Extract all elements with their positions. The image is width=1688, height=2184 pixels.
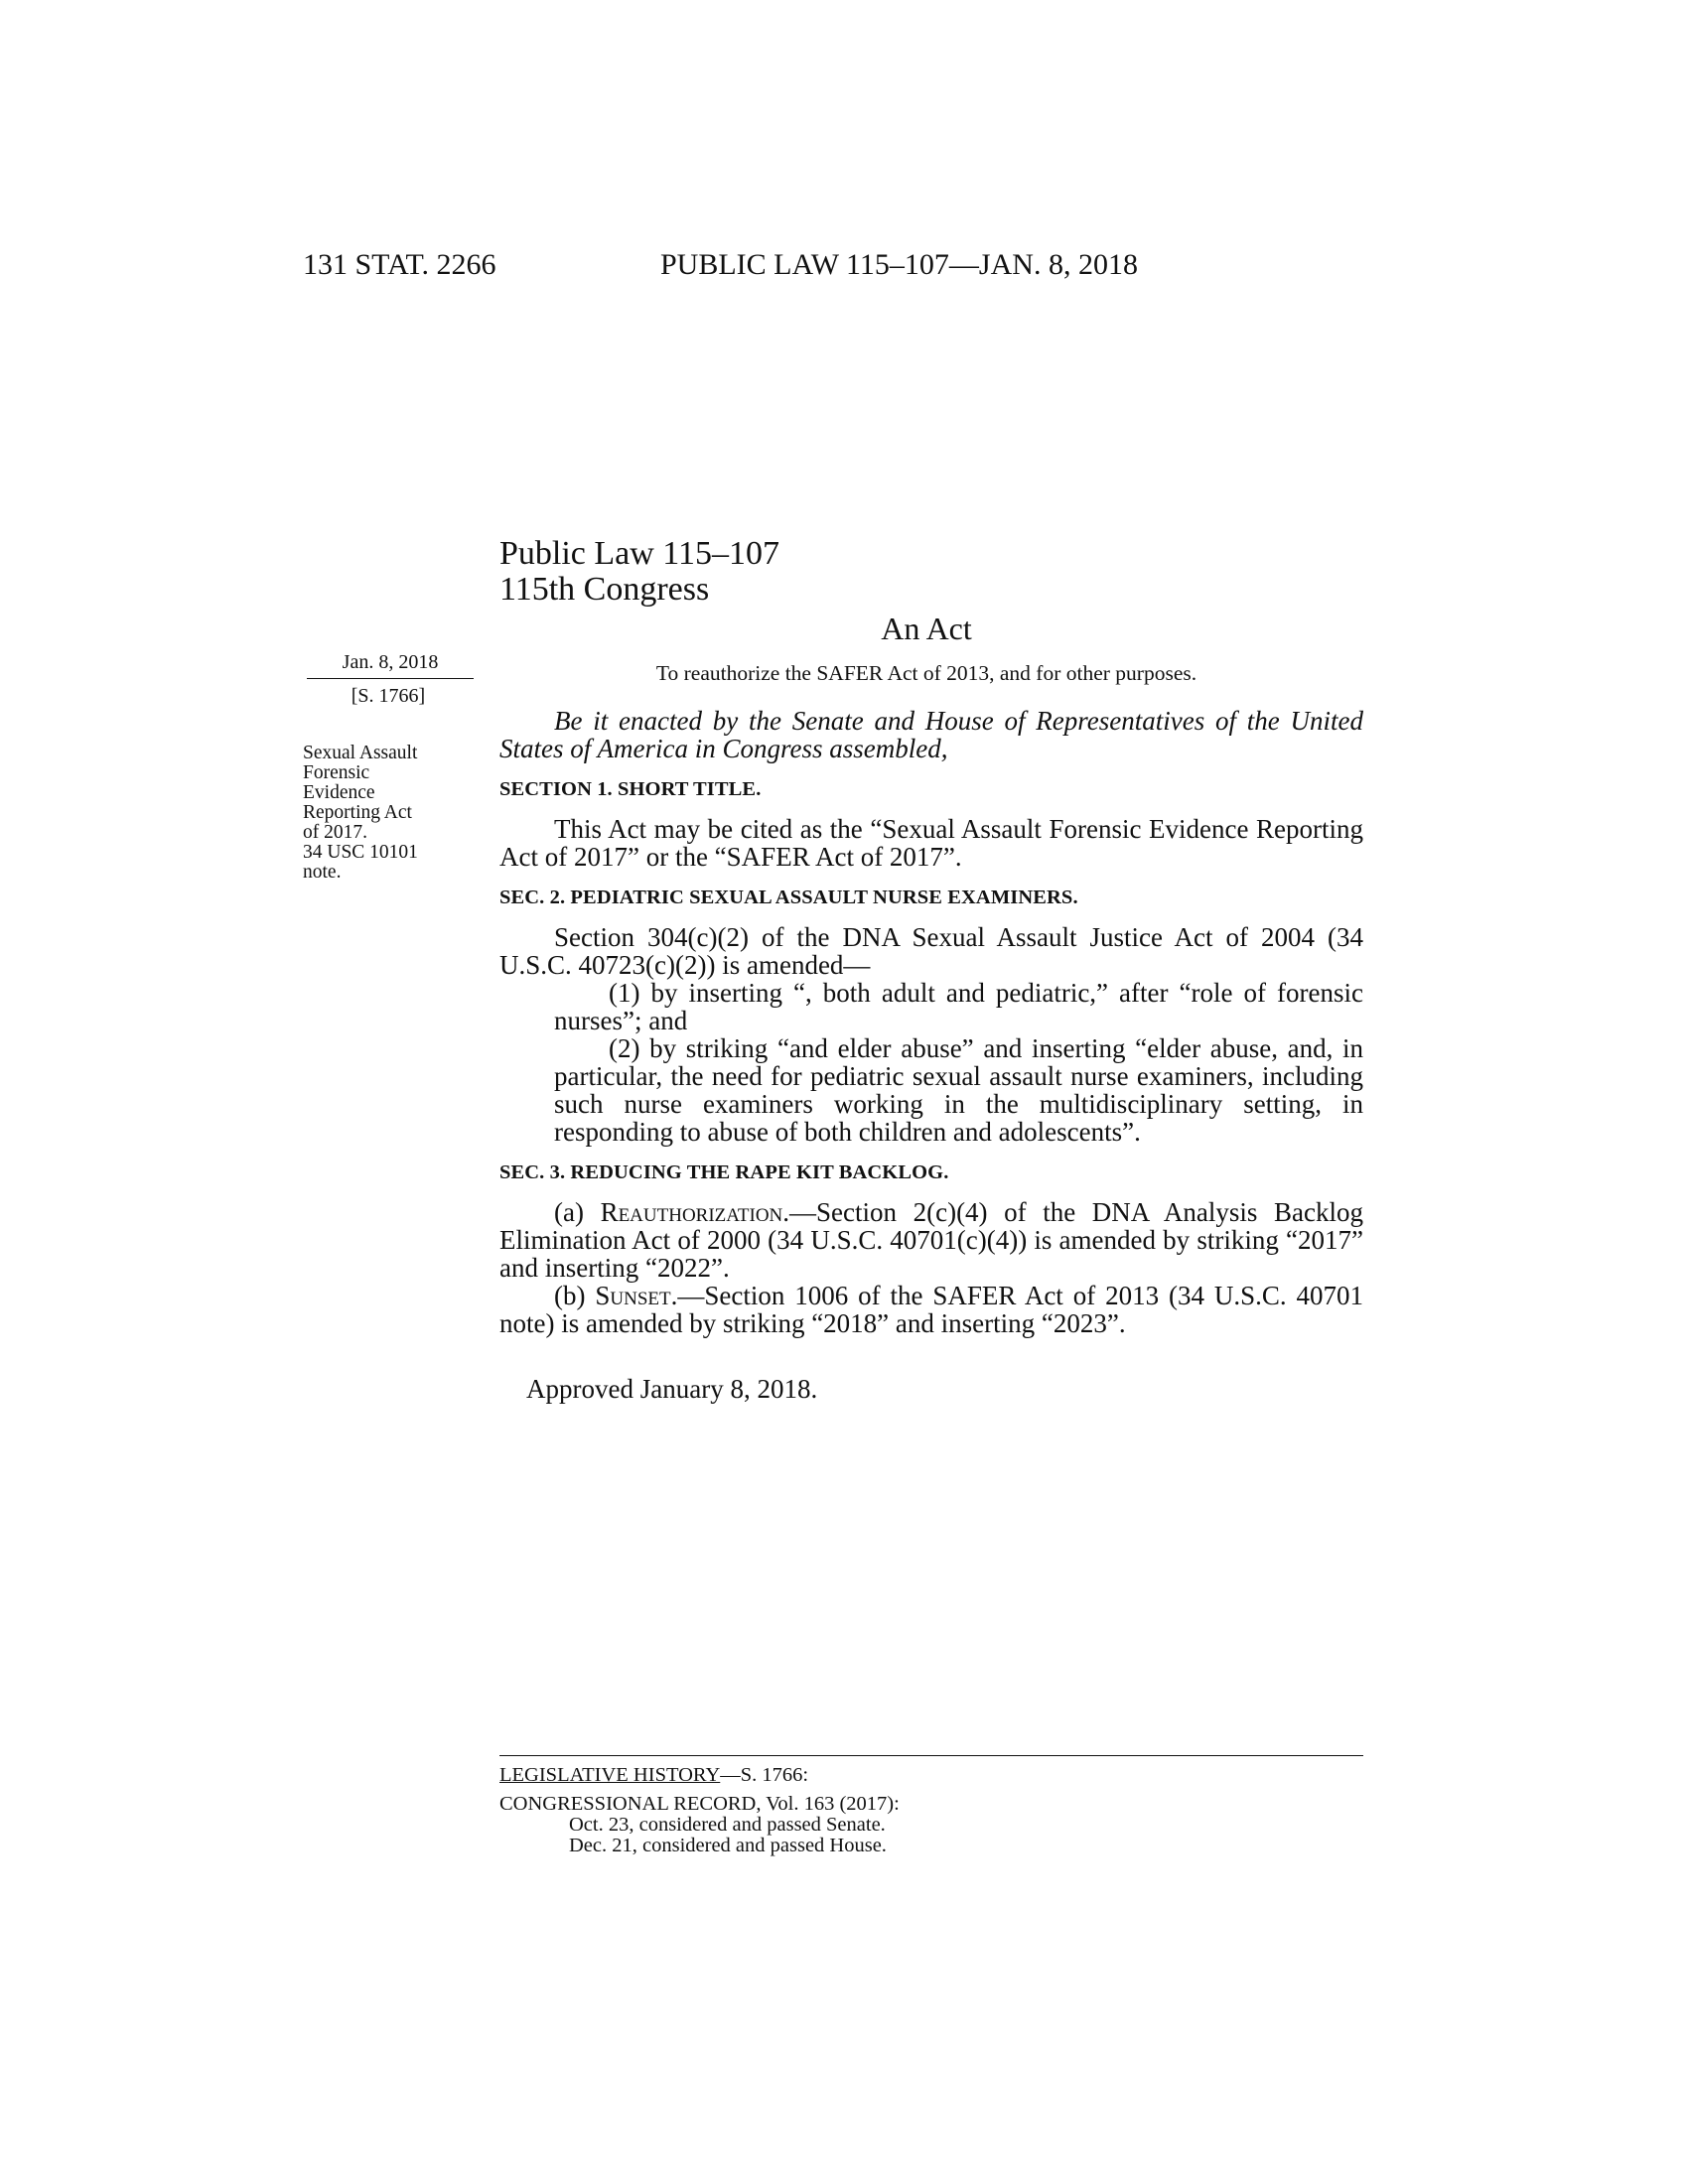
subsection-label: (b) [554,1281,596,1310]
enacting-clause: Be it enacted by the Senate and House of Representatives of the United States of America in Congress assembled, [499,706,1363,763]
history-bill: —S. 1766: [720,1764,809,1786]
congressional-record: CONGRESSIONAL RECORD, Vol. 163 (2017): [499,1793,900,1815]
act-purpose: To reauthorize the SAFER Act of 2013, and for other purposes. [655,661,1197,685]
history-heading-label: LEGISLATIVE HISTORY [499,1764,721,1786]
section-2-heading: SEC. 2. PEDIATRIC SEXUAL ASSAULT NURSE EXAMINERS. [499,887,1078,908]
subsection-label: (a) [554,1197,601,1227]
legislative-history [499,1755,1363,1856]
margin-note-line: Sexual Assault [303,743,418,763]
history-divider [499,1755,1363,1756]
congress-number: 115th Congress [499,571,710,608]
subsection-text: .—Section 2(c)(4) of the DNA Analysis Backlog Elimination Act of 2000 (34 U.S.C. 40701(c)(4)) is amended by striking “2017” and inserting “2022”. [499,1197,1363,1283]
margin-short-title-note [303,744,474,883]
margin-bill-number: [S. 1766] [351,685,426,707]
approval-line: Approved January 8, 2018. [526,1374,818,1404]
history-heading [499,1765,1363,1786]
subsection-caption: Sunset [595,1281,671,1310]
section-3-subsection-b [499,1282,1363,1337]
section-2-paragraph-1: (1) by inserting “, both adult and pediatric,” after “role of forensic nurses”; and [554,978,1363,1035]
margin-note-line: note. [303,862,342,883]
margin-notes [303,651,474,883]
statute-page-number: 131 STAT. 2266 [303,248,496,281]
section-3-heading: SEC. 3. REDUCING THE RAPE KIT BACKLOG. [499,1161,949,1183]
running-law-title: PUBLIC LAW 115–107—JAN. 8, 2018 [660,248,1138,281]
margin-note-line: of 2017. [303,822,367,843]
public-law-title [499,536,779,608]
section-3-subsection-a [499,1198,1363,1282]
margin-date: Jan. 8, 2018 [307,651,474,679]
subsection-caption: Reauthorization [600,1197,783,1227]
history-action: Dec. 21, considered and passed House. [569,1835,887,1856]
margin-note-line: 34 USC 10101 [303,842,418,863]
subsection-text: .—Section 1006 of the SAFER Act of 2013 (34 U.S.C. 40701 note) is amended by striking “2018” and inserting “2023”. [499,1281,1363,1338]
act-heading: An Act [881,611,972,646]
section-2-text: Section 304(c)(2) of the DNA Sexual Assault Justice Act of 2004 (34 U.S.C. 40723(c)(2)) is amended— [499,922,1363,980]
running-head [303,248,1296,282]
public-law-number: Public Law 115–107 [499,535,780,572]
section-1-heading: SECTION 1. SHORT TITLE. [499,778,762,800]
margin-note-line: Forensic [303,762,370,783]
act-body [499,707,1363,1337]
section-1-text: This Act may be cited as the “Sexual Assault Forensic Evidence Reporting Act of 2017” or the “SAFER Act of 2017”. [499,814,1363,872]
history-action: Oct. 23, considered and passed Senate. [569,1814,886,1836]
section-2-paragraph-2: (2) by striking “and elder abuse” and inserting “elder abuse, and, in particular, the need for pediatric sexual assault nurse examiners, including such nurse examiners working in the multidisciplinary setting, in responding to abuse of both children and adolescents”. [554,1033,1363,1147]
margin-note-line: Reporting Act [303,802,412,823]
margin-note-line: Evidence [303,782,375,803]
